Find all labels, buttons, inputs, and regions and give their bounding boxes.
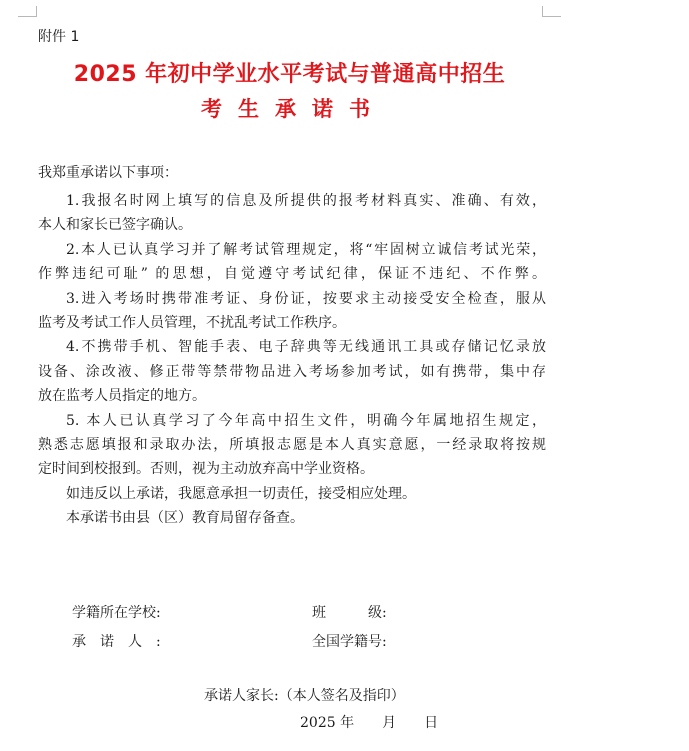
page-corner-mark-top-left <box>18 6 37 17</box>
document-title-line-1-text: 2025 年初中学业水平考试与普通高中招生 <box>73 62 506 87</box>
signature-date: 2025 年 月 日 <box>300 715 439 731</box>
commitment-body <box>38 189 546 530</box>
body-line: 放在监考人员指定的地方。 <box>38 388 206 405</box>
class-field-label: 班 级: <box>312 605 387 621</box>
body-line: 如违反以上承诺，我愿意承担一切责任，接受相应处理。 <box>66 485 416 502</box>
school-field-label: 学籍所在学校: <box>72 605 161 621</box>
body-line: 4.不携带手机、智能手表、电子辞典等无线通讯工具或存储记忆录放 <box>66 339 546 356</box>
body-line: 监考及考试工作人员管理，不扰乱考试工作秩序。 <box>38 314 346 331</box>
body-line: 作弊违纪可耻” 的思想，自觉遵守考试纪律，保证不违纪、不作弊。 <box>38 266 546 283</box>
document-title-line-1 <box>0 57 689 88</box>
body-line: 熟悉志愿填报和录取办法，所填报志愿是本人真实意愿，一经录取将按规 <box>38 436 546 453</box>
body-line: 5. 本人已认真学习了今年高中招生文件，明确今年属地招生规定， <box>66 412 546 429</box>
body-line: 本人和家长已签字确认。 <box>38 217 192 234</box>
body-line: 定时间到校报到。否则，视为主动放弃高中学业资格。 <box>38 461 374 478</box>
intro-paragraph: 我郑重承诺以下事项： <box>38 165 178 181</box>
body-line: 设备、涂改液、修正带等禁带物品进入考场参加考试，如有携带，集中存 <box>38 363 546 380</box>
page-corner-mark-top-right <box>542 6 561 17</box>
document-title-line-2-text: 考生承诺书 <box>201 97 386 121</box>
document-title-line-2 <box>0 93 689 123</box>
promisor-field-label: 承 诺 人 : <box>72 634 161 650</box>
body-line: 1.我报名时网上填写的信息及所提供的报考材料真实、准确、有效， <box>66 193 546 209</box>
parent-signature-label: 承诺人家长:（本人签名及指印） <box>204 688 405 704</box>
attachment-label: 附件 1 <box>38 29 80 45</box>
body-line: 本承诺书由县（区）教育局留存备查。 <box>66 510 304 527</box>
student-id-field-label: 全国学籍号: <box>312 634 387 650</box>
body-line: 2.本人已认真学习并了解考试管理规定，将“牢固树立诚信考试光荣， <box>66 241 546 258</box>
body-line: 3.进入考场时携带准考证、身份证，按要求主动接受安全检查，服从 <box>66 290 546 307</box>
